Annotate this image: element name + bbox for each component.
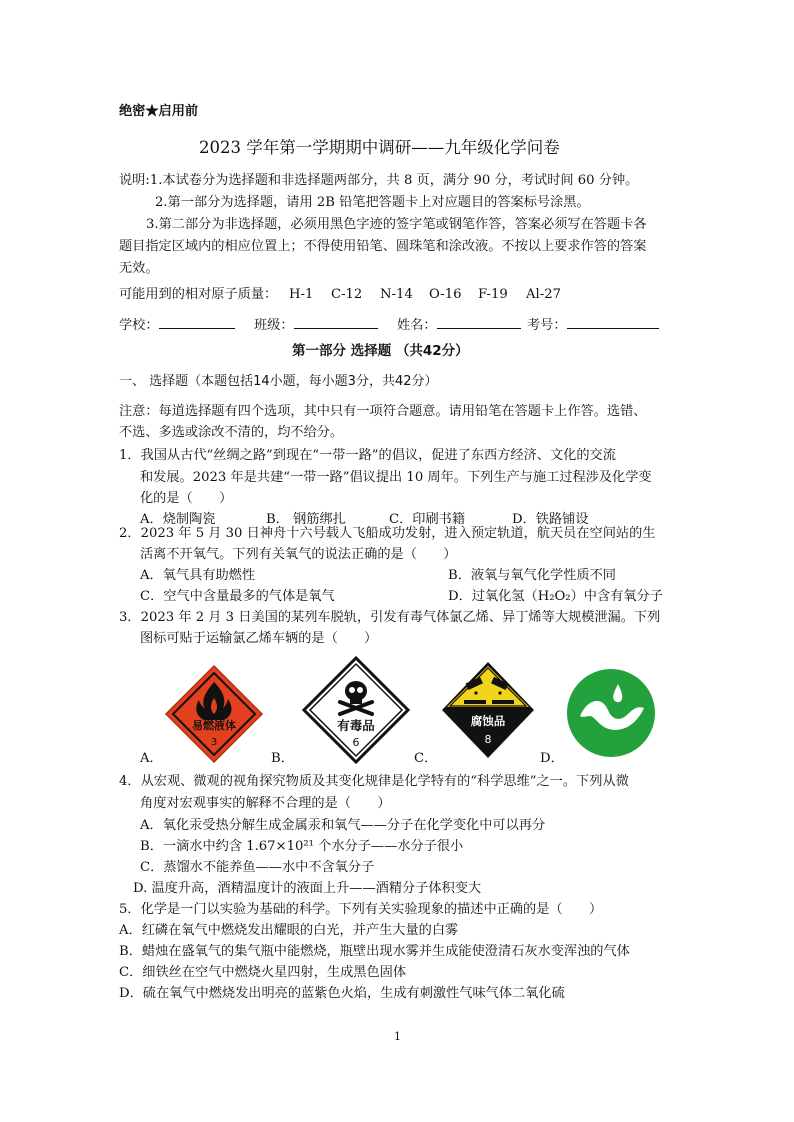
q2-line-1: 2．2023 年 5 月 30 日神舟十六号载人飞船成功发射，进入预定轨道，航天员在空间站的生	[119, 526, 656, 541]
q3-option-b: B．	[271, 751, 294, 766]
section-heading: 一、 选择题（本题包括14小题，每小题3分，共42分）	[119, 374, 438, 389]
instruction-line-4: 题目指定区域内的相应位置上；不得使用铅笔、圆珠笔和涂改液。不按以上要求作答的答案	[119, 239, 647, 254]
school-field[interactable]	[119, 316, 235, 332]
sign-c-class-number: 8	[484, 733, 492, 746]
school-blank[interactable]	[159, 316, 235, 329]
atomic-mass-label: 可能用到的相对原子质量：	[119, 287, 278, 302]
name-field[interactable]	[397, 316, 521, 332]
note-line-1: 注意：每道选择题有四个选项，其中只有一项符合题意。请用铅笔在答题卡上作答。选错、	[119, 404, 647, 419]
q4-option-a: A．氧化汞受热分解生成金属汞和氧气——分子在化学变化中可以再分	[140, 818, 546, 833]
q5-option-c: C．细铁丝在空气中燃烧火星四射，生成黑色固体	[119, 965, 407, 980]
school-label: 学校：	[119, 318, 159, 333]
q1-option-b: B． 钢筋绑扎	[266, 512, 346, 527]
sign-b-label: 有毒品	[337, 718, 375, 733]
instruction-line-5: 无效。	[119, 261, 159, 276]
q2-option-a: A．氧气具有助燃性	[140, 568, 256, 583]
flammable-liquid-sign-icon	[164, 664, 264, 764]
q3-option-c: C．	[414, 751, 438, 766]
toxic-substance-sign-icon	[302, 656, 410, 764]
corrosive-substance-sign-icon	[440, 660, 536, 760]
atomic-mass-h: H-1	[289, 287, 314, 302]
q1-option-c: C．印刷书籍	[389, 512, 466, 527]
q4-option-c: C．蒸馏水不能养鱼——水中不含氧分子	[140, 860, 375, 875]
class-field[interactable]	[254, 316, 378, 332]
q3-line-1: 3．2023 年 2 月 3 日美国的某列车脱轨，引发有毒气体氯乙烯、异丁烯等大规模泄漏。下列	[119, 610, 661, 625]
name-blank[interactable]	[437, 316, 521, 329]
q5-line-1: 5．化学是一门以实验为基础的科学。下列有关实验现象的描述中正确的是（ ）	[119, 902, 603, 917]
instruction-line-2: 2.第一部分为选择题，请用 2B 铅笔把答题卡上对应题目的答案标号涂黑。	[155, 195, 590, 210]
class-blank[interactable]	[294, 316, 378, 329]
q4-option-d: D. 温度升高，酒精温度计的液面上升——酒精分子体积变大	[133, 881, 482, 896]
part1-heading: 第一部分 选择题 （共42分）	[292, 343, 469, 359]
q3-option-d: D．	[540, 751, 564, 766]
q4-line-2: 角度对宏观事实的解释不合理的是（ ）	[140, 796, 391, 811]
q1-option-d: D．铁路铺设	[512, 512, 589, 527]
q5-option-d: D．硫在氧气中燃烧发出明亮的蓝紫色火焰，生成有刺激性气味气体二氧化硫	[119, 986, 565, 1001]
class-label: 班级：	[254, 318, 294, 333]
q1-line-2: 和发展。2023 年是共建“一带一路”倡议提出 10 周年。下列生产与施工过程涉及化学变	[140, 470, 652, 485]
q1-line-3: 化的是（ ）	[140, 491, 233, 506]
q5-option-b: B．蜡烛在盛氧气的集气瓶中能燃烧，瓶壁出现水雾并生成能使澄清石灰水变浑浊的气体	[119, 944, 630, 959]
q4-option-b: B．一滴水中约含 1.67×10²¹ 个水分子——水分子很小	[140, 839, 464, 854]
sign-b-class-number: 6	[352, 736, 360, 749]
q3-option-a: A．	[140, 751, 163, 766]
q2-option-d: D．过氧化氢（H₂O₂）中含有氧分子	[448, 589, 663, 604]
atomic-mass-al: Al-27	[526, 287, 561, 302]
note-line-2: 不选、多选或涂改不清的，均不给分。	[119, 425, 344, 440]
q1-line-1: 1．我国从古代“丝绸之路”到现在“一带一路”的倡议，促进了东西方经济、文化的交流	[119, 448, 616, 463]
exam-number-blank[interactable]	[567, 316, 659, 329]
q1-option-a: A．烧制陶瓷	[140, 512, 216, 527]
atomic-mass-n: N-14	[380, 287, 413, 302]
page-title: 2023 学年第一学期期中调研——九年级化学问卷	[199, 138, 560, 157]
instruction-line-3: 3.第二部分为非选择题，必须用黑色字迹的签字笔或钢笔作答，答案必须写在答题卡各	[146, 217, 647, 232]
atomic-mass-o: O-16	[429, 287, 462, 302]
instruction-line-1: 说明:1.本试卷分为选择题和非选择题两部分，共 8 页，满分 90 分，考试时间 60 分钟。	[119, 173, 639, 188]
name-label: 姓名：	[397, 318, 437, 333]
water-saving-logo-icon	[566, 668, 656, 758]
q2-option-c: C．空气中含量最多的气体是氧气	[140, 589, 335, 604]
sign-c-label: 腐蚀品	[470, 714, 506, 728]
confidential-mark: 绝密★启用前	[119, 104, 199, 119]
atomic-mass-f: F-19	[478, 287, 508, 302]
q5-option-a: A．红磷在氧气中燃烧发出耀眼的白光，并产生大量的白雾	[119, 923, 459, 938]
exam-number-label: 考号：	[527, 318, 567, 333]
sign-a-label: 易燃液体	[192, 719, 236, 732]
q3-line-2: 图标可贴于运输氯乙烯车辆的是（ ）	[140, 631, 378, 646]
sign-a-class-number: 3	[210, 737, 218, 748]
exam-number-field[interactable]	[527, 316, 659, 332]
q2-option-b: B．液氧与氧气化学性质不同	[448, 568, 616, 583]
page-number: 1	[394, 1030, 401, 1043]
q2-line-2: 活离不开氧气。下列有关氧气的说法正确的是（ ）	[140, 547, 457, 562]
q4-line-1: 4．从宏观、微观的视角探究物质及其变化规律是化学特有的“科学思维”之一。下列从微	[119, 774, 629, 789]
atomic-mass-c: C-12	[331, 287, 363, 302]
